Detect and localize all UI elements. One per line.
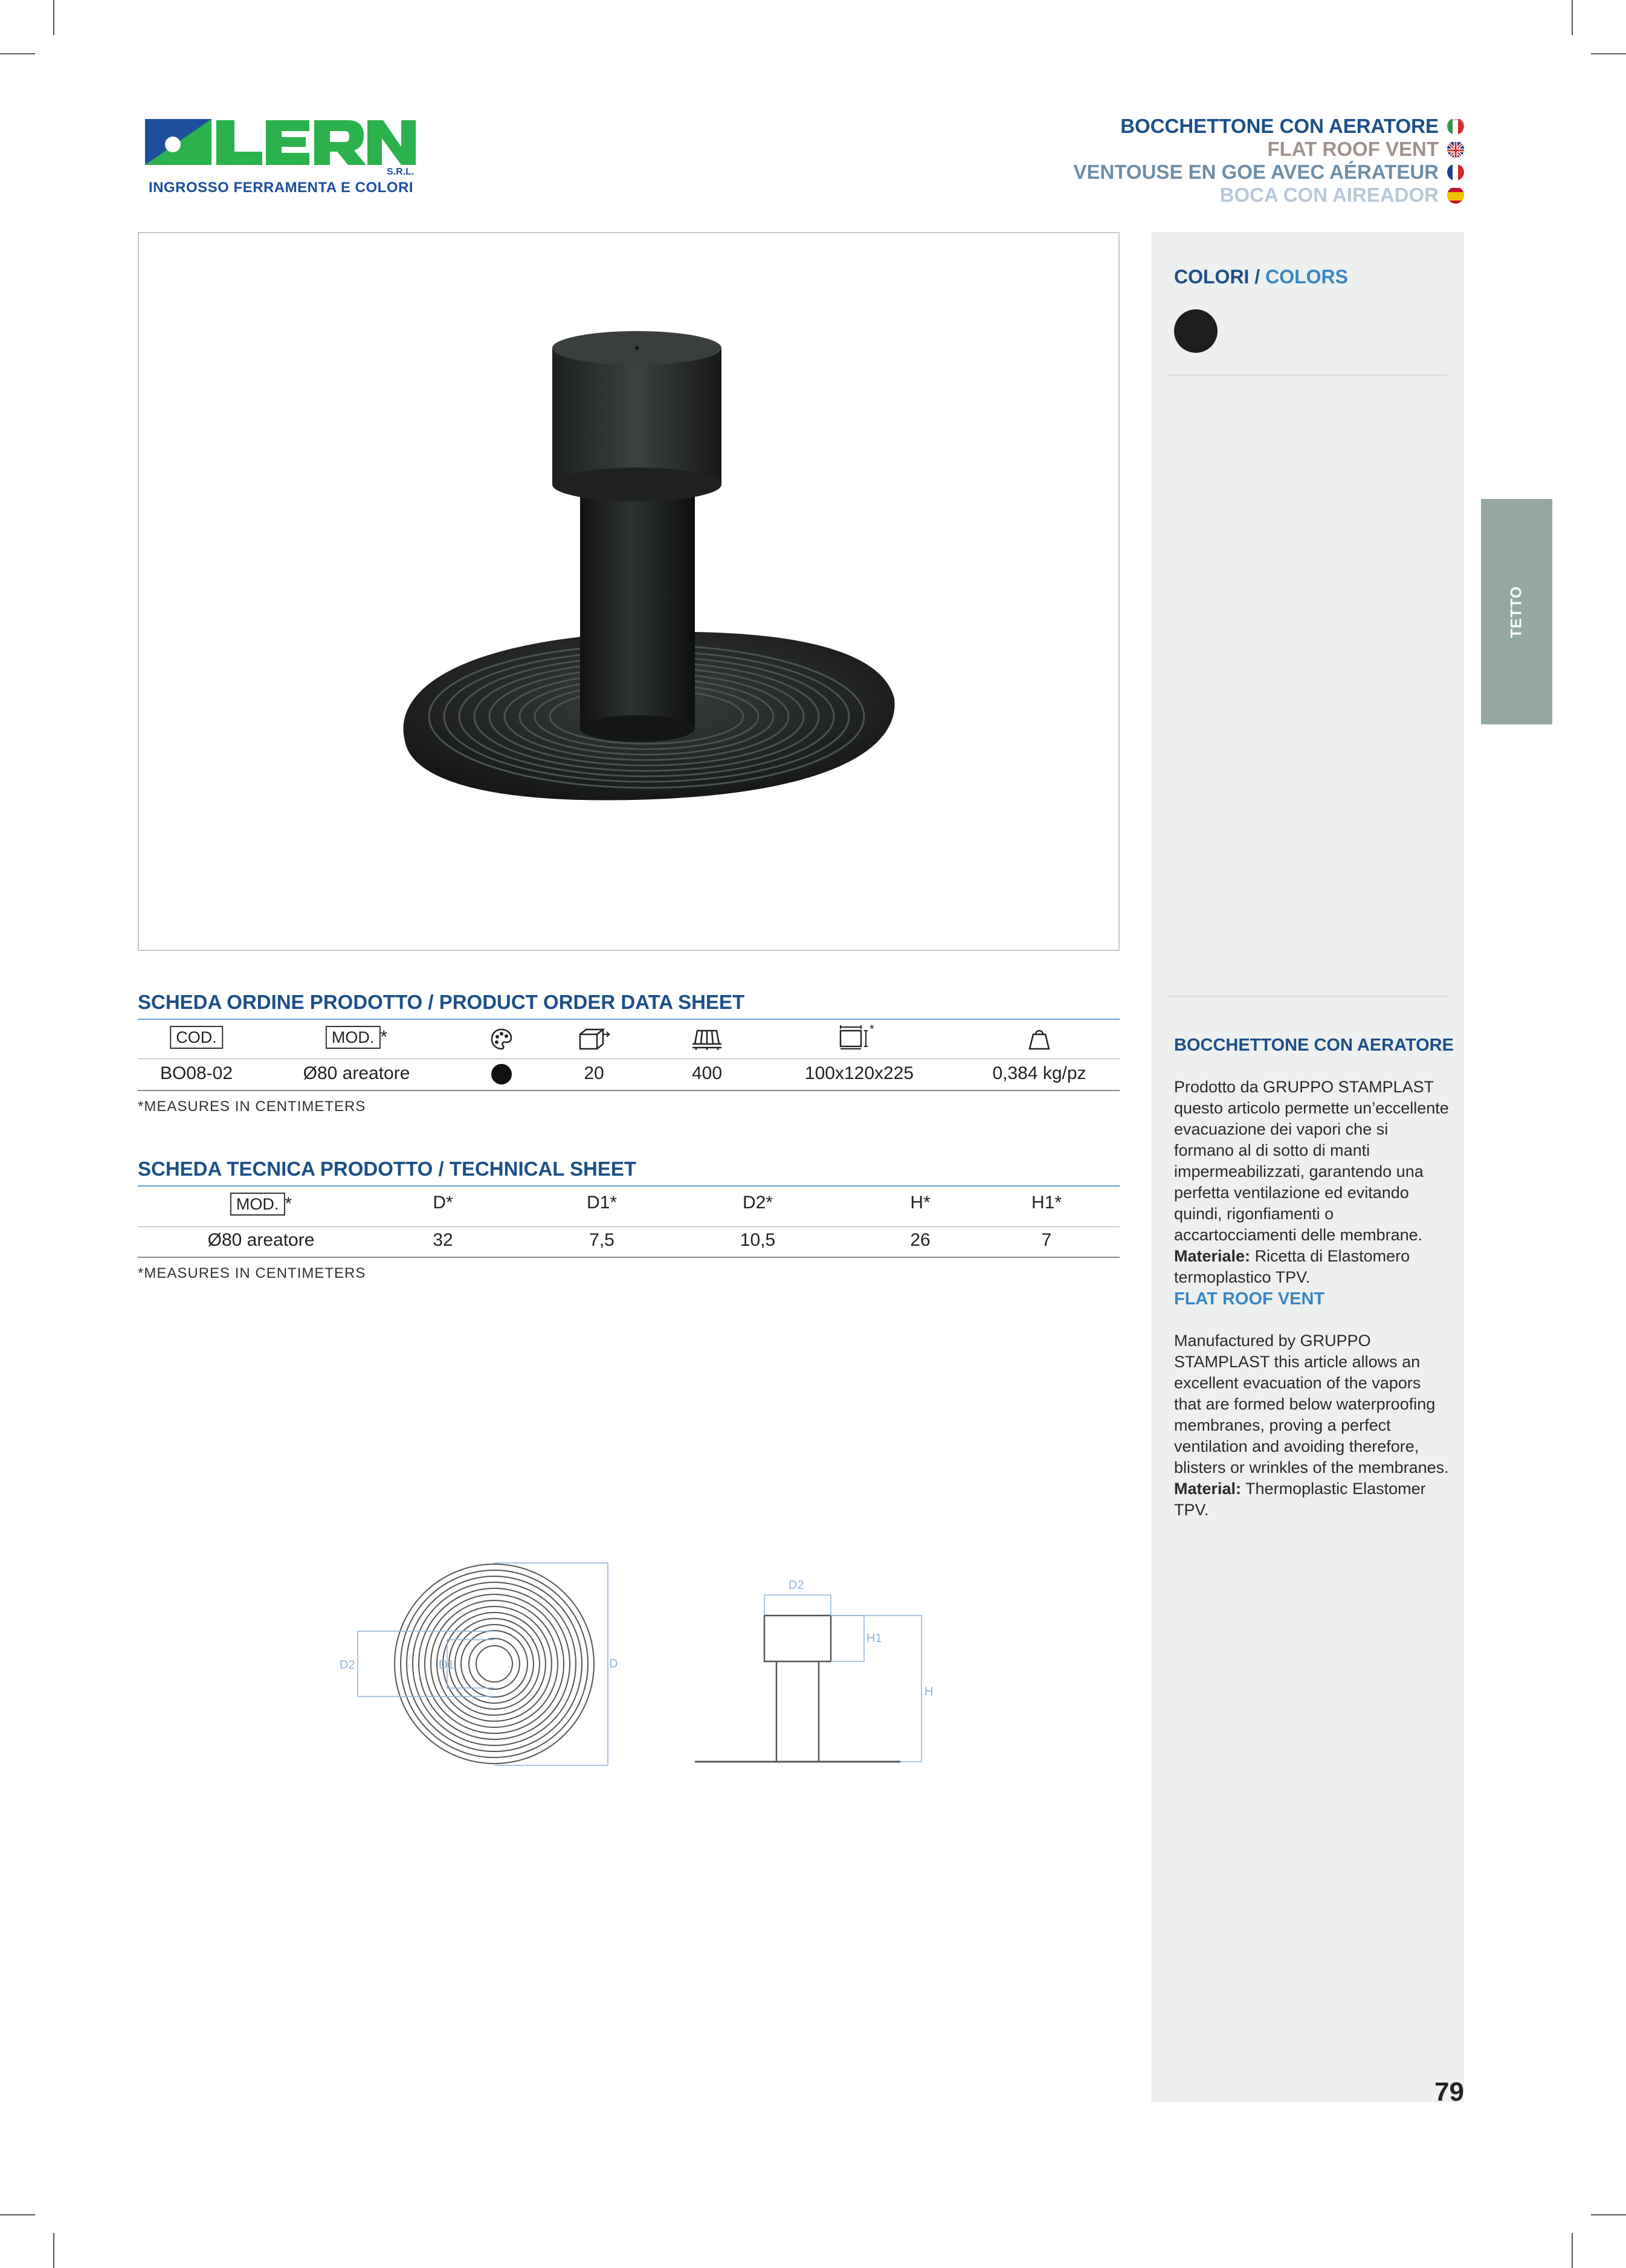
tech-d2: 10,5 — [740, 1230, 776, 1250]
crop-mark — [1591, 2214, 1626, 2215]
col-d1: D1* — [586, 1193, 618, 1213]
title-es: BOCA CON AIREADOR — [1074, 184, 1464, 207]
crop-mark — [1572, 2233, 1573, 2268]
order-sheet-row — [0, 1062, 1124, 1089]
description-heading-it: BOCCHETTONE CON AERATORE — [1174, 1036, 1454, 1055]
order-qty-pallet: 400 — [691, 1063, 723, 1083]
label-d: D — [609, 1657, 618, 1670]
tech-sheet-note: *MEASURES IN CENTIMETERS — [138, 1265, 366, 1281]
col-d2: D2* — [742, 1193, 773, 1213]
tech-h1: 7 — [1041, 1230, 1052, 1250]
product-photo — [138, 232, 1120, 951]
crop-mark — [53, 0, 54, 35]
logo-tagline: INGROSSO FERRAMENTA E COLORI — [149, 179, 414, 196]
order-sheet-rule — [138, 1019, 1120, 1020]
tech-d1: 7,5 — [589, 1230, 615, 1250]
color-swatch-black — [1174, 309, 1218, 353]
order-sheet-header: COD. MOD. * * — [0, 1023, 1124, 1054]
colors-heading: COLORI / COLORS — [1174, 266, 1348, 288]
description-heading-en: FLAT ROOF VENT — [1174, 1289, 1325, 1309]
technical-drawing-side-view — [695, 1571, 937, 1770]
order-color-dot — [491, 1063, 512, 1084]
palette-icon — [489, 1027, 514, 1056]
order-dimensions: 100x120x225 — [804, 1063, 914, 1083]
technical-drawing-top-view — [332, 1553, 634, 1770]
section-tab[interactable]: TETTO — [1481, 499, 1552, 724]
italy-flag-icon — [1447, 118, 1464, 135]
product-titles — [1074, 115, 1464, 207]
tech-sheet-rule — [138, 1185, 1120, 1187]
page-number: 79 — [1434, 2077, 1464, 2107]
svg-text:*: * — [869, 1023, 874, 1036]
description-text-en: Manufactured by GRUPPO STAMPLAST this article allows an excellent evacuation of the vapors that are formed below waterproofing membranes, proving a perfect ventilation and avoiding therefore, blisters or wrinkles of the membranes. Material: Thermoplastic Elastomer TPV. — [1174, 1332, 1449, 1519]
order-weight: 0,384 kg/pz — [992, 1063, 1086, 1083]
mod-label: MOD. — [326, 1026, 381, 1049]
label-d2: D2 — [789, 1579, 804, 1592]
order-cod: BO08-02 — [160, 1063, 233, 1083]
tech-sheet-rule — [138, 1226, 1120, 1227]
box-icon — [576, 1027, 611, 1056]
pallet-icon — [690, 1027, 724, 1056]
label-d2: D2 — [340, 1658, 355, 1672]
col-h: H* — [910, 1193, 931, 1213]
crop-mark — [0, 2214, 35, 2215]
tech-sheet-rule — [138, 1257, 1120, 1258]
dimensions-icon — [838, 1023, 880, 1056]
title-it: BOCCHETTONE CON AERATORE — [1074, 115, 1464, 138]
logo-suffix: S.R.L. — [387, 167, 415, 177]
label-d1: D1 — [439, 1658, 454, 1672]
col-h1: H1* — [1031, 1193, 1062, 1213]
crop-mark — [1591, 53, 1626, 54]
france-flag-icon — [1447, 164, 1464, 181]
tech-sheet-row — [0, 1229, 1124, 1255]
spain-flag-icon — [1447, 187, 1464, 204]
weight-icon — [1024, 1027, 1055, 1056]
tech-sheet-title: SCHEDA TECNICA PRODOTTO / TECHNICAL SHEET — [138, 1158, 637, 1180]
description-text-it: Prodotto da GRUPPO STAMPLAST questo articolo permette un’eccellente evacuazione dei vapori che si formano al di sotto di manti impermeabilizzati, garantendo una perfetta ventilazione ed evitando quindi, rigonfiamenti o accartocciamenti delle membrane. Materiale: Ricetta di Elastomero termoplastico TPV. — [1174, 1078, 1449, 1286]
crop-mark — [0, 53, 35, 54]
order-sheet-note: *MEASURES IN CENTIMETERS — [138, 1098, 366, 1115]
col-d: D* — [433, 1193, 453, 1213]
tech-h: 26 — [910, 1230, 931, 1250]
order-sheet-title: SCHEDA ORDINE PRODOTTO / PRODUCT ORDER DATA SHEET — [138, 991, 745, 1013]
mod-label: MOD. — [230, 1193, 285, 1216]
label-h1: H1 — [866, 1632, 882, 1645]
title-fr: VENTOUSE EN GOE AVEC AÉRATEUR — [1074, 161, 1464, 184]
cod-label: COD. — [170, 1026, 223, 1049]
crop-mark — [1572, 0, 1573, 35]
order-sheet-rule — [138, 1090, 1120, 1091]
tech-d: 32 — [433, 1230, 453, 1250]
divider — [1168, 996, 1447, 997]
company-logo — [144, 117, 422, 195]
divider — [1168, 375, 1447, 376]
order-qty-box: 20 — [584, 1063, 604, 1083]
order-mod: Ø80 areatore — [303, 1063, 410, 1083]
order-sheet-rule — [138, 1058, 1120, 1059]
label-h: H — [924, 1685, 934, 1698]
tech-sheet-header: MOD. * D* D1* D2* H* H1* — [0, 1191, 1124, 1219]
uk-flag-icon — [1447, 141, 1464, 158]
title-en: FLAT ROOF VENT — [1074, 138, 1464, 161]
sidebar — [1151, 232, 1464, 2102]
crop-mark — [53, 2233, 54, 2268]
tech-mod: Ø80 areatore — [207, 1230, 315, 1250]
